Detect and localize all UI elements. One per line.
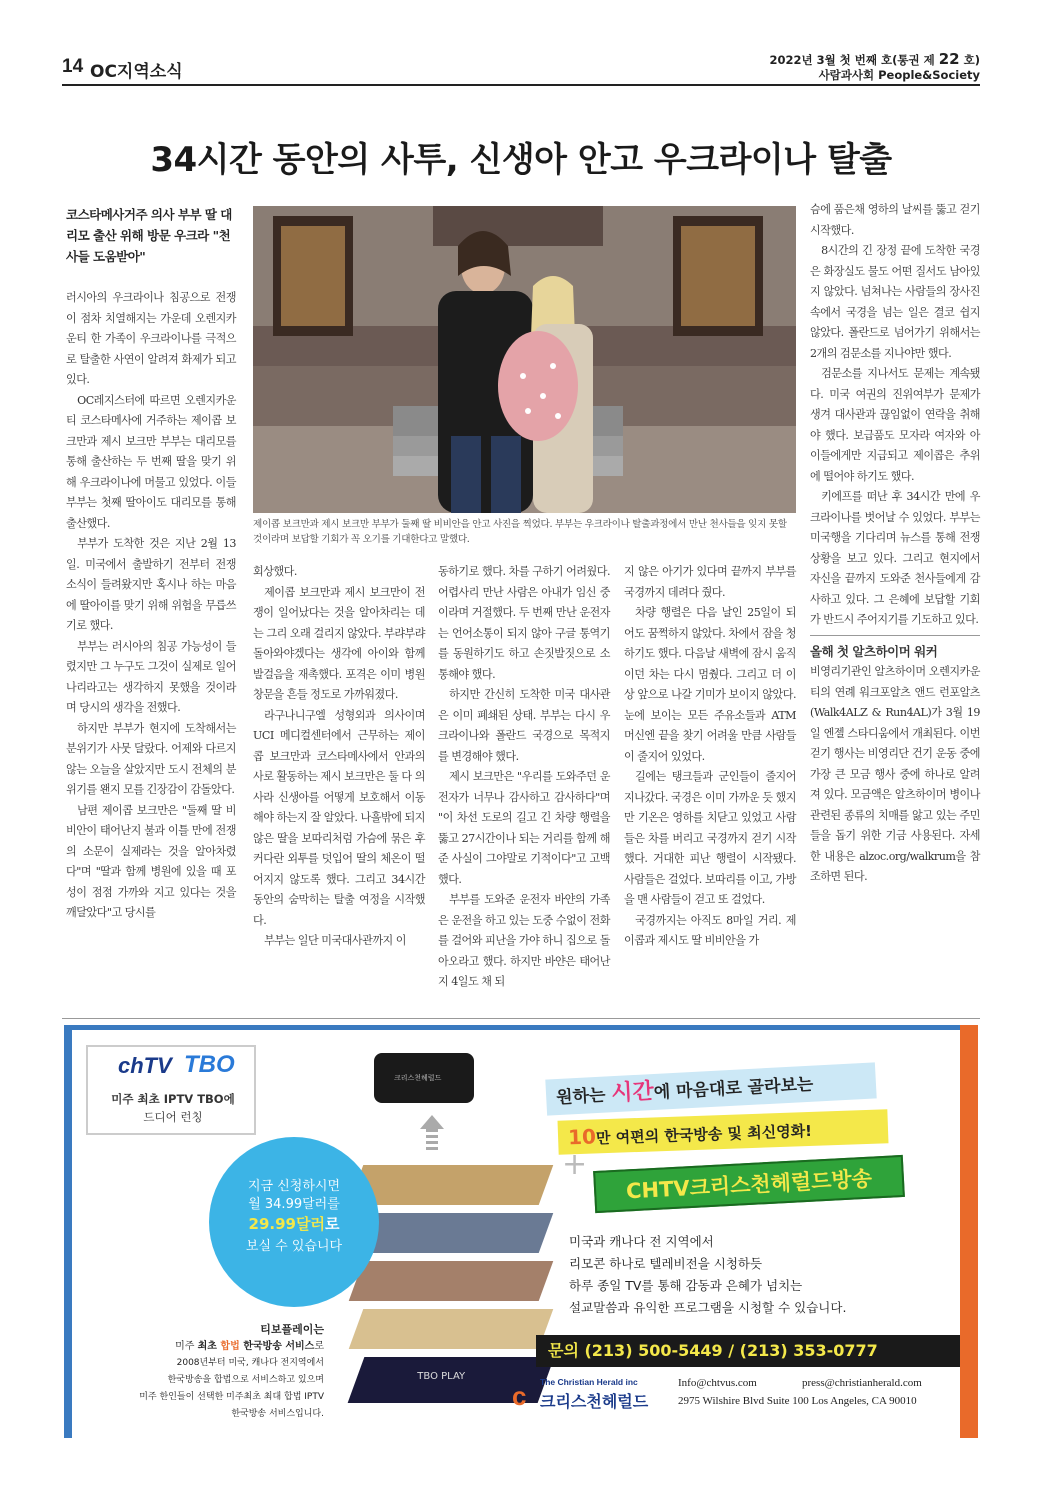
banner-1-highlight: 시간 <box>610 1079 655 1107</box>
screen-layer <box>349 1213 554 1253</box>
price-circle <box>209 1137 379 1307</box>
intro-seg: 로 <box>314 1341 324 1352</box>
issue-info <box>769 52 980 83</box>
banner-3: CHTV크리스천헤럴드방송 <box>593 1155 905 1213</box>
christian-herald-logo <box>512 1377 672 1417</box>
paragraph: 지 않은 아기가 있다며 끝까지 부부를 국경까지 데려다 줬다. <box>624 565 796 599</box>
desc-line: 미국과 캐나다 전 지역에서 <box>569 1234 714 1249</box>
article-column-4 <box>624 562 796 952</box>
circle-line-1: 지금 신청하시면 <box>247 1179 341 1194</box>
article-column-5 <box>810 200 980 888</box>
page-header <box>62 52 980 86</box>
article-column-2 <box>253 562 425 952</box>
headline: 34시간 동안의 사투, 신생아 안고 우크라이나 탈출 <box>150 140 892 180</box>
intro-seg: 미주 <box>175 1341 198 1352</box>
ch-korean: 크리스천헤럴드 <box>540 1392 649 1411</box>
intro-line-6: 한국방송 서비스입니다. <box>231 1409 324 1419</box>
paragraph: 동하기로 했다. 차를 구하기 어려웠다. 어렵사리 만난 사람은 아내가 임신 중이라며 거절했다. 두 번째 만난 운전자는 언어소통이 되지 않아 구글 통역기를 동원하기도 하고 손짓발짓으로 소통해야 했다. <box>438 565 610 681</box>
circle-price: 29.99달러 <box>248 1215 325 1233</box>
email-press[interactable]: press@christianherald.com <box>802 1377 922 1389</box>
brief-heading: 올해 첫 알츠하이머 워커 <box>810 635 980 663</box>
paragraph: 제이콥 보크만과 제시 보크만이 전쟁이 일어났다는 것을 알아차리는 데는 그리 오래 걸리지 않았다. 부랴부랴 돌아와야겠다는 생각에 아이와 함께 발걸음을 재촉했다. 포격은 이미 병원 창문을 흔들 정도로 가까워졌다. <box>253 585 425 701</box>
paragraph: 남편 제이콥 보크만은 "둘째 딸 비비안이 태어난지 불과 이틀 만에 전쟁의 소문이 실제라는 것을 알아차렸다"며 "딸과 함께 병원에 있을 때 포성이 점점 가까와 지고 있다는 것을 깨달았다"고 당시를 <box>66 803 236 919</box>
arrow-up-stem <box>426 1129 438 1151</box>
section-title: OC지역소식 <box>90 62 183 82</box>
ch-logo-icon: c <box>512 1381 527 1411</box>
photo-caption: 제이콥 보크만과 제시 보크만 부부가 둘째 딸 비비안을 안고 사진을 찍었다. 부부는 우크라이나 탈출과정에서 만난 천사들을 잊지 못할 것이라며 보답할 기회가 꼭 오기를 기대한다고 말했다. <box>253 519 787 545</box>
tbo-logo: TBO <box>184 1051 235 1078</box>
paragraph: OC레지스터에 따르면 오렌지카운티 코스타메사에 거주하는 제이콥 보크만과 제시 보크만 부부는 대리모를 통해 출산하는 두 번째 딸을 맞기 위해 우크라이나에 머물고 있었다. 이들 부부는 첫째 딸아이도 대리모를 통해 출산했다. <box>66 393 236 530</box>
advertisement <box>64 1025 978 1438</box>
ad-left-bar <box>64 1025 72 1438</box>
ad-description <box>569 1231 929 1319</box>
paragraph: 부부는 일단 미국대사관까지 이 <box>264 934 406 947</box>
issue-number: 22 <box>938 50 960 68</box>
settop-box <box>374 1053 474 1103</box>
paragraph: 검문소를 지나서도 문제는 계속됐다. 미국 여권의 진위여부가 문제가 생겨 대사관과 끊임없이 연락을 취해야 했다. 보급품도 모자라 여자와 아이들에게만 지급되고 제이콥은 추위에 떨어야 하기도 했다. <box>810 367 980 483</box>
paragraph: 키에프를 떠난 후 34시간 만에 우크라이나를 벗어날 수 있었다. 부부는 미국행을 기다리며 뉴스를 통해 전쟁상황을 보고 있다. 그리고 현지에서 자신을 끝까지 도와준 천사들에게 감사하고 있다. 그 은혜에 보답할 기회가 반드시 주어지기를 기도하고 있다. <box>810 490 980 626</box>
ad-right-bar <box>960 1025 978 1438</box>
intro-seg: 합법 <box>220 1341 240 1352</box>
paragraph: 하지만 간신히 도착한 미국 대사관은 이미 폐쇄된 상태. 부부는 다시 우크라이나와 폴란드 국경으로 목적지를 변경해야 했다. <box>438 688 610 763</box>
intro-line-4: 한국방송을 합법으로 서비스하고 있으며 <box>167 1375 324 1385</box>
banner-1 <box>545 1062 876 1115</box>
page-number: 14 <box>62 56 84 77</box>
box-label: 크리스천헤럴드 <box>394 1074 442 1082</box>
banner-2 <box>558 1109 889 1154</box>
phone-bar: 문의 (213) 500-5449 / (213) 353-0777 <box>536 1335 960 1367</box>
email-info[interactable]: Info@chtvus.com <box>678 1377 757 1389</box>
paragraph: 부부는 러시아의 침공 가능성이 들렸지만 그 누구도 그것이 실제로 일어나리라고는 생각하지 못했을 것이라며 당시의 생각을 전했다. <box>66 639 236 714</box>
chtv-logo-box <box>86 1045 256 1135</box>
paragraph: 러시아의 우크라이나 침공으로 전쟁이 점차 치열해지는 가운데 오렌지카운티 한 가족이 우크라이나를 극적으로 탈출한 사연이 알려져 화제가 되고 있다. <box>66 291 236 386</box>
desc-line: 리모콘 하나로 텔레비전을 시청하듯 <box>569 1256 763 1271</box>
paragraph: 국경까지는 아직도 8마일 거리. 제이콥과 제시도 딸 비비안을 가 <box>624 913 796 947</box>
paragraph: 길에는 탱크들과 군인들이 줄지어 지나갔다. 국경은 이미 가까운 듯 했지만 기온은 영하를 치닫고 있었고 사람들은 차를 버리고 국경까지 걷기 시작했다. 거대한 피난 행렬이 시작됐다. 사람들은 걸었다. 보따리를 이고, 가방을 맨 사람들이 걷고 또 걸었다. <box>624 770 796 906</box>
address: 2975 Wilshire Blvd Suite 100 Los Angeles, CA 90010 <box>678 1395 917 1407</box>
intro-line-1: 티보플레이는 <box>260 1323 324 1336</box>
paragraph: 부부를 도와준 운전자 바얀의 가족은 운전을 하고 있는 도중 수없이 전화를 걸어와 피난을 가야 하니 집으로 돌아오라고 했다. 하지만 바얀은 태어난지 4일도 채 되 <box>438 893 610 988</box>
screen-layer <box>349 1309 554 1349</box>
screen-layer <box>349 1165 554 1205</box>
tbo-play-label: TBO PLAY <box>417 1371 466 1382</box>
screen-layer <box>349 1261 554 1301</box>
intro-seg: 한국방송 서비스 <box>239 1341 315 1352</box>
intro-line-5: 미주 한인들이 선택한 미주최초 최대 합법 IPTV <box>139 1392 324 1402</box>
logo-line-2: 드디어 런칭 <box>143 1110 203 1124</box>
ch-english: The Christian Herald inc <box>540 1377 638 1387</box>
plus-sign: + <box>562 1147 588 1182</box>
intro-line-3: 2008년부터 미국, 캐나다 전지역에서 <box>176 1358 324 1368</box>
subheadline: 코스타메사거주 의사 부부 딸 대리모 출산 위해 방문 우크라 "천사들 도움받아" <box>66 207 232 264</box>
circle-line-2: 월 34.99달러를 <box>248 1197 340 1212</box>
photo-illustration <box>253 206 796 513</box>
banner-1-a: 원하는 <box>555 1085 612 1109</box>
desc-line: 설교말씀과 유익한 프로그램을 시청할 수 있습니다. <box>569 1300 847 1315</box>
paragraph: 회상했다. <box>253 565 297 578</box>
publication-name: 사람과사회 People&Society <box>818 68 980 82</box>
article-column-3 <box>438 562 610 993</box>
desc-line: 하루 종일 TV를 통해 감동과 은혜가 넘치는 <box>569 1278 803 1293</box>
ad-divider <box>62 1018 980 1019</box>
banner-2-number: 10 <box>567 1124 597 1150</box>
logo-line-1: 미주 최초 IPTV TBO에 <box>111 1092 235 1106</box>
paragraph: 슴에 품은채 영하의 날씨를 뚫고 걷기 시작했다. <box>810 203 980 237</box>
paragraph: 8시간의 긴 장정 끝에 도착한 국경은 화장실도 물도 어떤 질서도 남아있지 않았다. 넘쳐나는 사람들의 장사진 속에서 국경을 넘는 일은 결코 쉽지 않았다. 폴란드로 넘어가기 위해서는 2개의 검문소를 지나야만 했다. <box>810 244 980 360</box>
banner-1-c: 에 마음대로 골라보는 <box>653 1074 814 1103</box>
circle-price-suffix: 로 <box>324 1215 340 1233</box>
chtv-logo: chTV <box>118 1053 172 1078</box>
article-column-1 <box>66 288 236 924</box>
paragraph: 라구나니구엘 성형외과 의사이며 UCI 메디컬센터에서 근무하는 제이콥 보크만과 코스타메사에서 안과의사로 활동하는 제시 보크만은 둘 다 의사라 신생아를 어떻게 보호해서 이동해야 하는지 잘 알았다. 나흘밖에 되지 않은 딸을 보따리처럼 가슴에 묶은 후 커다란 외투를 덧입어 딸의 체온이 떨어지지 않도록 했다. 그리고 34시간 동안의 숨막히는 탈출 여정을 시작했다. <box>253 708 425 927</box>
paragraph: 제시 보크만은 "우리를 도와주던 운전자가 너무나 감사하고 감사하다"며 "이 차선 도로의 길고 긴 차량 행렬을 뚫고 27시간이나 되는 거리를 함께 해준 사실이 그야말로 기적이다"고 고백했다. <box>438 770 610 886</box>
arrow-up-icon <box>420 1115 444 1129</box>
intro-seg: 최초 <box>197 1341 221 1352</box>
paragraph: 비영리기관인 알츠하이머 오렌지카운티의 연례 워크포알츠 앤드 런포알츠(Walk4ALZ & Run4AL)가 3월 19일 엔젤 스타디움에서 개최된다. 이번 걷기 행사는 비영리단 건기 운동 중에 가장 큰 모금 행사 중에 하나로 알려져 있다. 모금액은 알츠하이머 병이나 관련된 종류의 치매를 앓고 있는 주민들을 돕기 위한 기금 사용된다. 자세한 내용은 alzoc.org/walkrum을 참조하면 된다. <box>810 665 980 883</box>
issue-label: 2022년 3월 첫 번째 호(통권 제 <box>769 53 935 67</box>
paragraph: 차량 행렬은 다음 날인 25일이 되어도 꿈쩍하지 않았다. 차에서 잠을 청하기도 했다. 다음날 새벽에 잠시 움직이던 차는 다시 멈췄다. 그리고 더 이상 앞으로 나갈 기미가 보이지 않았다. 눈에 보이는 모든 주유소들과 ATM 머신엔 끝을 찾기 어려울 만큼 사람들이 줄지어 있었다. <box>624 606 796 763</box>
tboplay-intro <box>114 1321 324 1423</box>
paragraph: 하지만 부부가 현지에 도착해서는 분위기가 사뭇 달랐다. 어제와 다르지 않는 오늘을 살았지만 도시 전체의 분위기를 왠지 모를 긴장감이 감돌았다. <box>66 721 236 796</box>
paragraph: 부부가 도착한 것은 지난 2월 13일. 미국에서 출발하기 전부터 전쟁 소식이 들려왔지만 혹시나 하는 마음에 딸아이를 맞기 위해 위험을 무릅쓰기로 했다. <box>66 537 236 632</box>
circle-line-4: 보실 수 있습니다 <box>245 1239 343 1254</box>
ad-top-bar <box>64 1025 978 1030</box>
banner-2-text: 만 여편의 한국방송 및 최신영화! <box>595 1121 813 1148</box>
article-photo <box>253 206 796 513</box>
issue-suffix: 호) <box>963 53 980 67</box>
